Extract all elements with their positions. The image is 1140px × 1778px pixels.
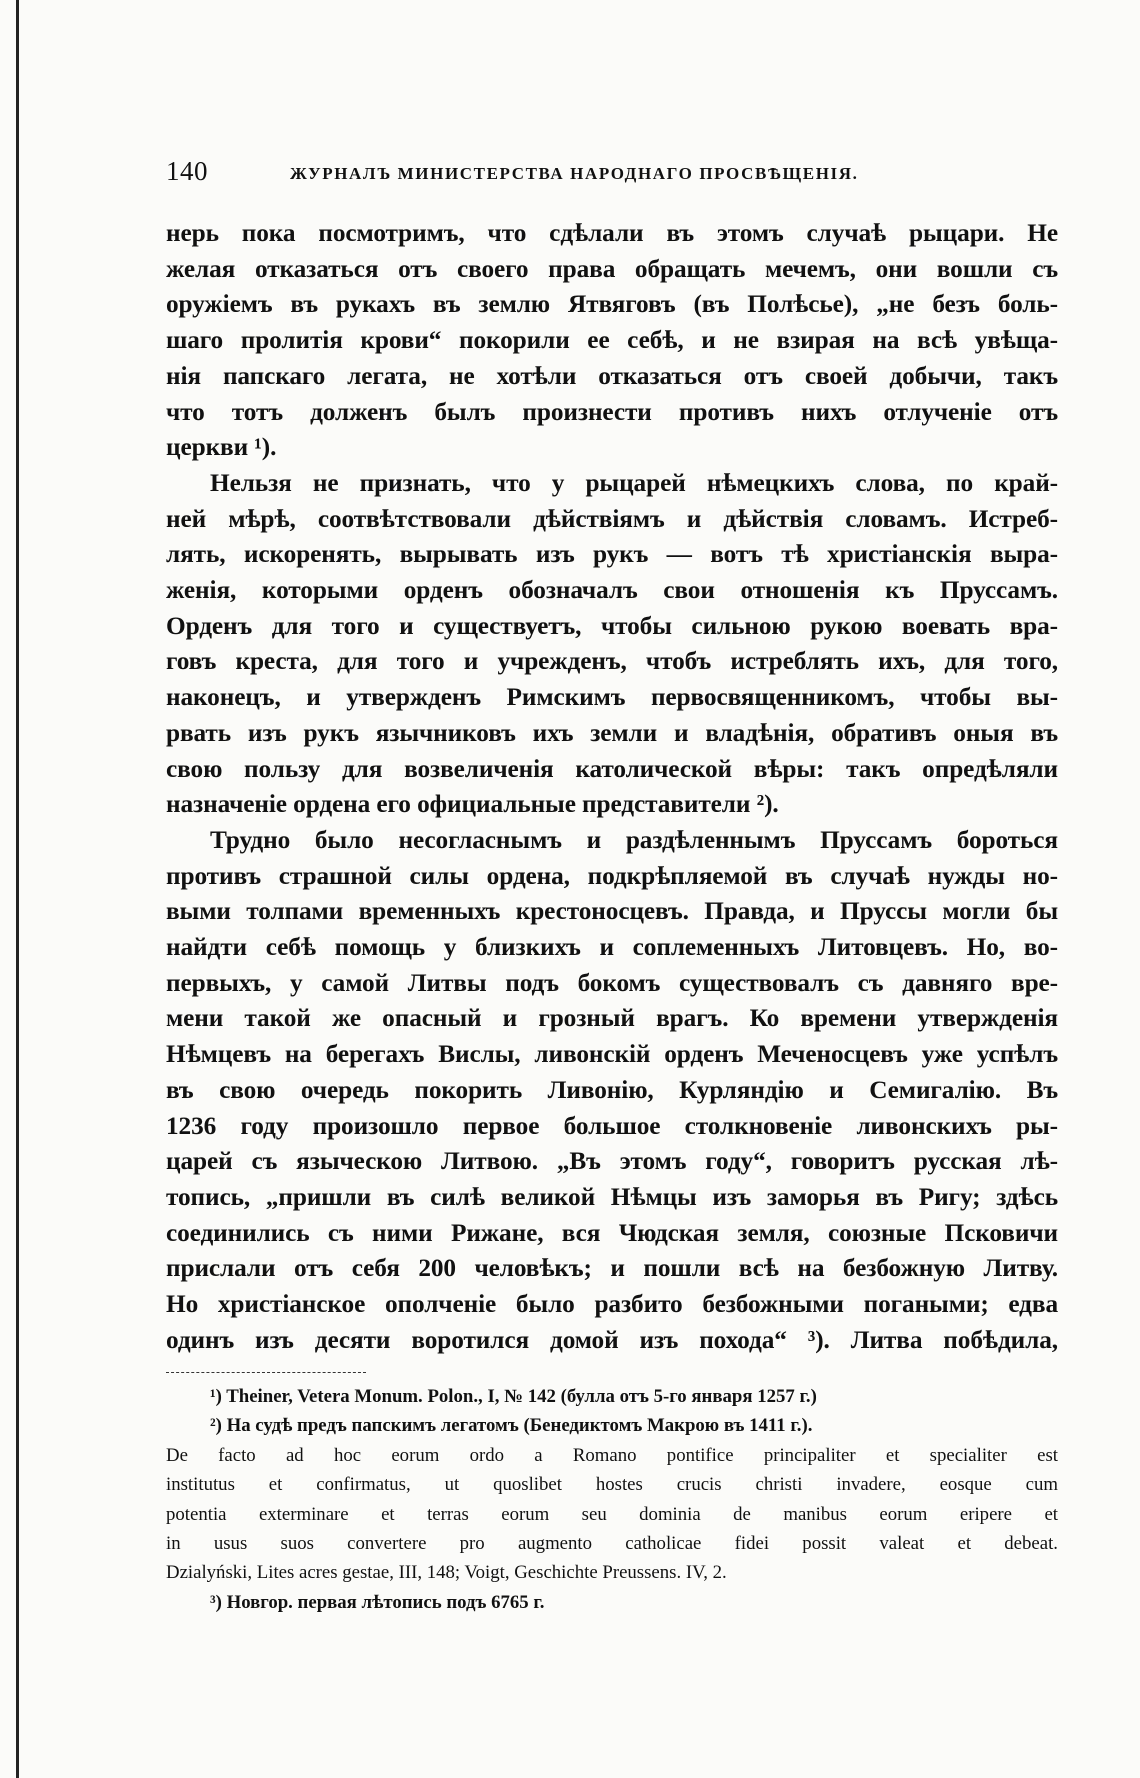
text-line: топись, „пришли въ силѣ великой Нѣмцы изъ заморья въ Ригу; здѣсь <box>166 1182 1058 1211</box>
text-line: Нельзя не признать, что у рыцарей нѣмецкихъ слова, по край- <box>210 468 1058 497</box>
text-line: противъ страшной силы ордена, подкрѣпляемой въ случаѣ нужды но- <box>166 861 1058 890</box>
text-line: Орденъ для того и существуетъ, чтобы сильною рукою воевать вра- <box>166 611 1058 640</box>
text-line: говъ креста, для того и учрежденъ, чтобъ истреблять ихъ, для того, <box>166 647 1058 676</box>
text-line: Трудно было несогласнымъ и раздѣленнымъ Пруссамъ бороться <box>210 825 1058 854</box>
footnote-line: ³) Новгор. первая лѣтопись подъ 6765 г. <box>210 1591 545 1613</box>
footnote-line: potentia exterminare et terras eorum seu dominia de manibus eorum eripere et <box>166 1503 1058 1525</box>
text-line: что тотъ долженъ былъ произнести противъ нихъ отлученіе отъ <box>166 397 1058 426</box>
text-line: первыхъ, у самой Литвы подъ бокомъ существовалъ съ давняго вре- <box>166 968 1058 997</box>
footnote-line: institutus et confirmatus, ut quoslibet hostes crucis christi invadere, eosque cum <box>166 1474 1058 1496</box>
text-line: женія, которыми орденъ обозначалъ свои отношенія къ Пруссамъ. <box>166 576 1058 605</box>
footnotes <box>166 1382 1058 1617</box>
text-line: Но христіанское ополченіе было разбито безбожными погаными; едва <box>166 1290 1058 1319</box>
text-line: оружіемъ въ рукахъ въ землю Ятвяговъ (въ Полѣсье), „не безъ боль- <box>166 290 1058 319</box>
text-line: одинъ изъ десяти воротился домой изъ похода“ ³). Литва побѣдила, <box>166 1325 1058 1354</box>
text-line: лять, искоренять, вырывать изъ рукъ — вотъ тѣ христіанскія выра- <box>166 540 1058 569</box>
running-title: ЖУРНАЛЪ МИНИСТЕРСТВА НАРОДНАГО ПРОСВѢЩЕНІЯ. <box>290 164 859 183</box>
text-line: мени такой же опасный и грозный врагъ. Ко времени утвержденія <box>166 1004 1058 1033</box>
footnote-line: ¹) Theiner, Vetera Monum. Polon., I, № 142 (булла отъ 5-го января 1257 г.) <box>210 1386 817 1407</box>
text-line: наконецъ, и утвержденъ Римскимъ первосвященникомъ, чтобы вы- <box>166 683 1058 712</box>
text-line: нія папскаго легата, не хотѣли отказаться отъ своей добычи, такъ <box>166 361 1058 390</box>
text-line: прислали отъ себя 200 человѣкъ; и пошли всѣ на безбожную Литву. <box>166 1254 1058 1283</box>
text-line: ней мѣрѣ, соотвѣтствовали дѣйствіямъ и дѣйствія словамъ. Истреб- <box>166 504 1058 533</box>
text-line: церкви ¹). <box>166 433 277 462</box>
footnote-line: in usus suos convertere pro augmento catholicae fidei possit valeat et debeat. <box>166 1533 1058 1555</box>
page-binding-edge <box>16 0 19 1778</box>
page-number: 140 <box>166 156 208 186</box>
footnote-line: ²) На судѣ предъ папскимъ легатомъ (Бенедиктомъ Макрою въ 1411 г.). <box>210 1415 813 1437</box>
text-line: рвать изъ рукъ язычниковъ ихъ земли и владѣнія, обративъ оныя въ <box>166 718 1058 747</box>
text-line: шаго пролитія крови“ покорили ее себѣ, и не взирая на всѣ увѣща- <box>166 326 1058 355</box>
text-line: 1236 году произошло первое большое столкновеніе ливонскихъ ры- <box>166 1111 1058 1140</box>
page-header <box>166 156 1058 196</box>
text-line: царей съ языческою Литвою. „Въ этомъ году“, говоритъ русская лѣ- <box>166 1147 1058 1176</box>
text-line: желая отказаться отъ своего права обращать мечемъ, они вошли съ <box>166 254 1058 283</box>
text-line: найдти себѣ помощь у близкихъ и соплеменныхъ Литовцевъ. Но, во- <box>166 933 1058 962</box>
text-line: нерь пока посмотримъ, что сдѣлали въ этомъ случаѣ рыцари. Не <box>166 219 1058 247</box>
main-text <box>166 216 1058 1359</box>
text-line: выми толпами временныхъ крестоносцевъ. Правда, и Пруссы могли бы <box>166 897 1058 926</box>
footnote-line: De facto ad hoc eorum ordo a Romano pontifice principaliter et specialiter est <box>166 1444 1058 1466</box>
text-line: въ свою очередь покорить Ливонію, Курляндію и Семигалію. Въ <box>166 1075 1058 1104</box>
footnote-line: Dzialyński, Lites acres gestae, III, 148; Voigt, Geschichte Preussens. IV, 2. <box>166 1562 727 1584</box>
text-line: назначеніе ордена его официальные представители ²). <box>166 790 779 819</box>
footnote-divider <box>166 1372 366 1373</box>
text-line: свою пользу для возвеличенія католической вѣры: такъ опредѣляли <box>166 754 1058 783</box>
text-line: Нѣмцевъ на берегахъ Вислы, ливонскій орденъ Меченосцевъ уже успѣлъ <box>166 1040 1058 1069</box>
text-line: соединились съ ними Рижане, вся Чюдская земля, союзные Псковичи <box>166 1218 1058 1247</box>
